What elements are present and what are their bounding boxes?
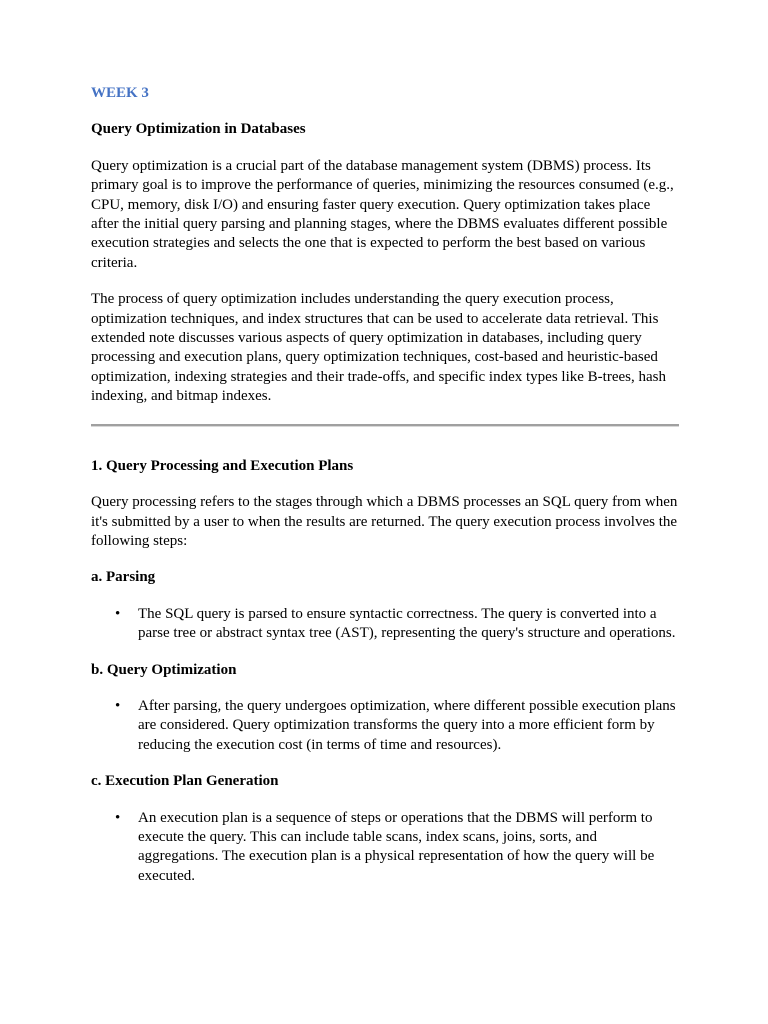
subsection-heading-query-optimization: b. Query Optimization bbox=[91, 661, 237, 678]
bullet-icon: • bbox=[115, 605, 121, 622]
document-page bbox=[91, 84, 679, 903]
list-item-text: The SQL query is parsed to ensure syntactic correctness. The query is converted into a parse tree or abstract syntax tree (AST), representing the query's structure and operations. bbox=[138, 605, 676, 642]
intro-paragraph-1: Query optimization is a crucial part of the database management system (DBMS) process. Its primary goal is to improve the performance of queries, minimizing the resources consumed (e.g., CPU, memory, disk I/O) and ensuring faster query execution. Query optimization takes place after the initial query parsing and planning stages, where the DBMS evaluates different possible execution strategies and selects the one that is expected to perform the best based on various criteria. bbox=[91, 157, 674, 271]
horizontal-divider bbox=[91, 424, 679, 427]
bullet-list-query-optimization bbox=[91, 697, 679, 755]
intro-paragraph-2: The process of query optimization includes understanding the query execution process, optimization techniques, and index structures that can be used to accelerate data retrieval. This extended note discusses various aspects of query optimization in databases, including query processing and execution plans, query optimization techniques, cost-based and heuristic-based optimization, indexing strategies and their trade-offs, and specific index types like B-trees, hash indexing, and bitmap indexes. bbox=[91, 291, 666, 405]
document-title: Query Optimization in Databases bbox=[91, 121, 306, 138]
list-item-text: An execution plan is a sequence of steps or operations that the DBMS will perform to execute the query. This can include table scans, index scans, joins, sorts, and aggregations. The execution plan is a physical representation of how the query will be executed. bbox=[138, 809, 655, 884]
bullet-list-execution-plan bbox=[91, 809, 679, 887]
subsection-heading-parsing: a. Parsing bbox=[91, 569, 156, 586]
bullet-icon: • bbox=[115, 809, 121, 826]
list-item bbox=[91, 697, 679, 755]
week-label: WEEK 3 bbox=[91, 85, 149, 101]
list-item-text: After parsing, the query undergoes optimization, where different possible execution plans are considered. Query optimization transforms the query into a more efficient form by reducing the execution cost (in terms of time and resources). bbox=[138, 697, 676, 753]
list-item bbox=[91, 809, 679, 887]
bullet-icon: • bbox=[115, 697, 121, 714]
section-heading-query-processing: 1. Query Processing and Execution Plans bbox=[91, 457, 354, 474]
bullet-list-parsing bbox=[91, 605, 679, 644]
section-paragraph: Query processing refers to the stages through which a DBMS processes an SQL query from when it's submitted by a user to when the results are returned. The query execution process involves the following steps: bbox=[91, 494, 678, 549]
subsection-heading-execution-plan: c. Execution Plan Generation bbox=[91, 773, 279, 790]
list-item bbox=[91, 605, 679, 644]
